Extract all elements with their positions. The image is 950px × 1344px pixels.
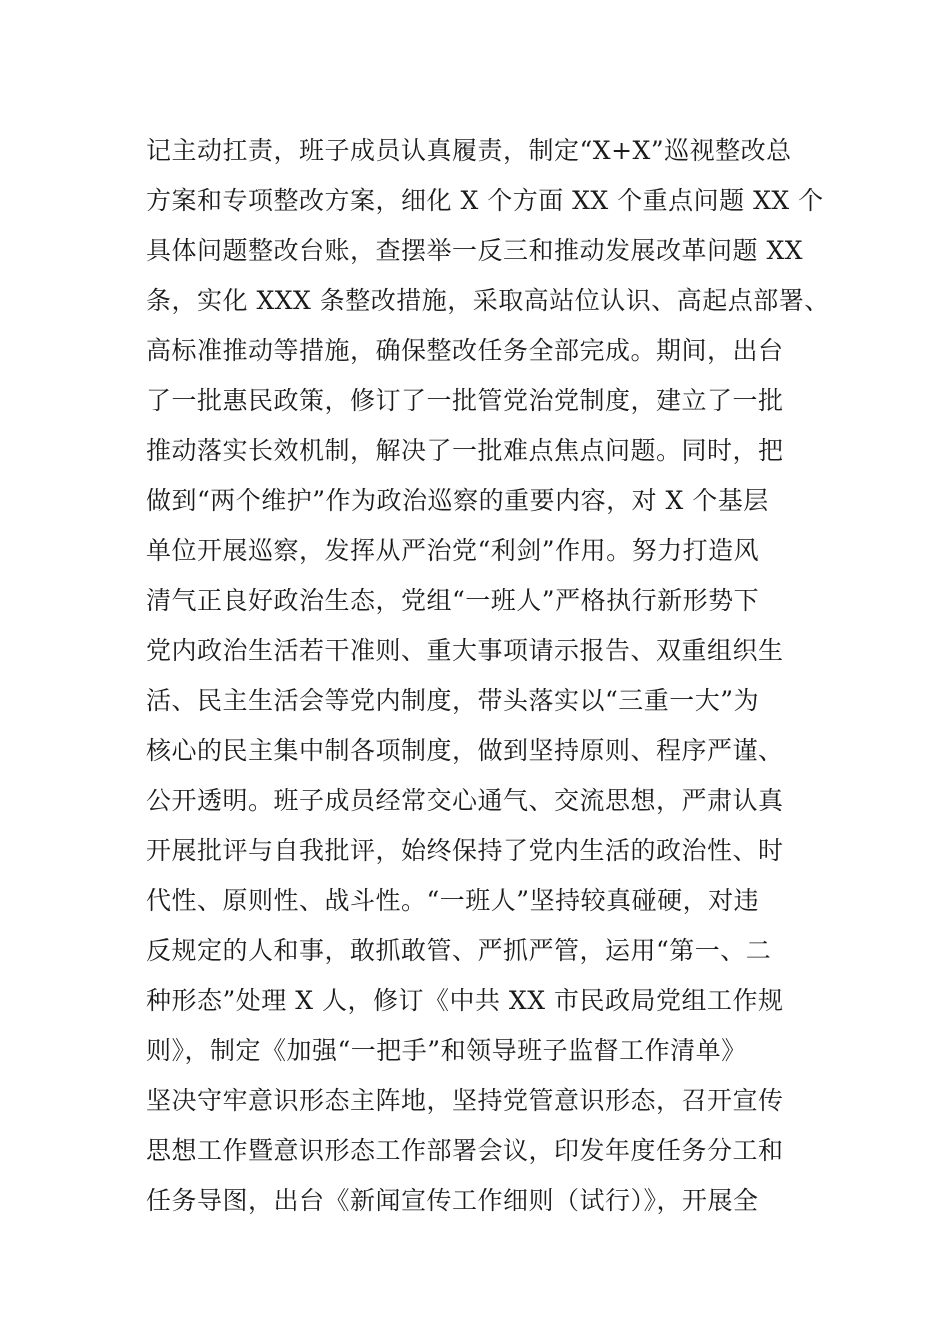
text-line: 思想工作暨意识形态工作部署会议，印发年度任务分工和 [146,1136,784,1165]
text-line: 任务导图，出台《新闻宣传工作细则（试行）》，开展全 [146,1186,759,1215]
text-line: 开展批评与自我批评，始终保持了党内生活的政治性、时 [146,836,784,865]
text-line: 具体问题整改台账，查摆举一反三和推动发展改革问题 XX [146,236,804,265]
text-line: 坚决守牢意识形态主阵地，坚持党管意识形态，召开宣传 [146,1086,784,1115]
text-line: 清气正良好政治生态，党组“一班人”严格执行新形势下 [146,586,760,615]
text-line: 反规定的人和事，敢抓敢管、严抓严管，运用“第一、二 [146,936,772,965]
text-line: 党内政治生活若干准则、重大事项请示报告、双重组织生 [146,636,784,665]
text-line: 种形态”处理 X 人，修订《中共 XX 市民政局党组工作规 [146,986,784,1015]
text-line: 做到“两个维护”作为政治巡察的重要内容，对 X 个基层 [146,486,769,515]
body-text [146,126,846,1226]
text-line: 方案和专项整改方案，细化 X 个方面 XX 个重点问题 XX 个 [146,186,824,215]
text-line: 推动落实长效机制，解决了一批难点焦点问题。同时，把 [146,436,784,465]
text-line: 公开透明。班子成员经常交心通气、交流思想，严肃认真 [146,786,784,815]
text-line: 单位开展巡察，发挥从严治党“利剑”作用。努力打造风 [146,536,760,565]
text-line: 高标准推动等措施，确保整改任务全部完成。期间，出台 [146,336,784,365]
text-line: 记主动扛责，班子成员认真履责，制定“X+X”巡视整改总 [146,136,792,165]
text-line: 了一批惠民政策，修订了一批管党治党制度，建立了一批 [146,386,784,415]
text-line: 活、民主生活会等党内制度，带头落实以“三重一大”为 [146,686,760,715]
text-line: 核心的民主集中制各项制度，做到坚持原则、程序严谨、 [146,736,784,765]
text-line: 则》，制定《加强“一把手”和领导班子监督工作清单》 [146,1036,747,1065]
text-line: 条，实化 XXX 条整改措施，采取高站位认识、高起点部署、 [146,286,830,315]
text-line: 代性、原则性、战斗性。“一班人”坚持较真碰硬，对违 [146,886,760,915]
